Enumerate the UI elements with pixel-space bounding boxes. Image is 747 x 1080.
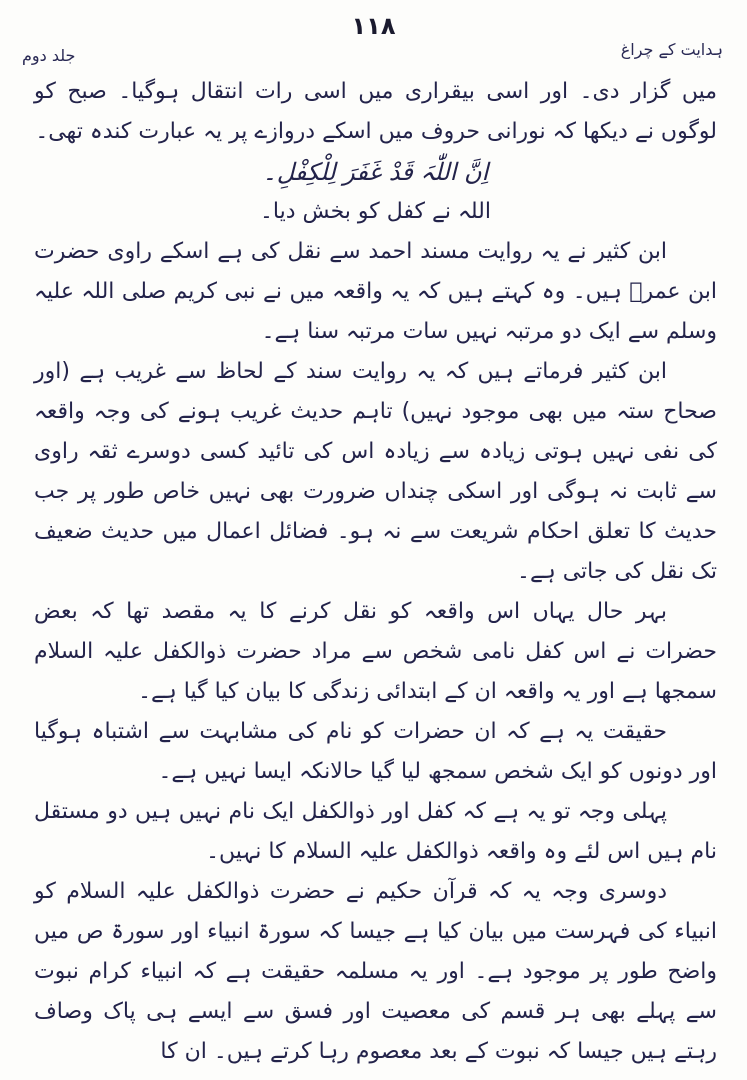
paragraph-2: ابن کثیر نے یہ روایت مسند احمد سے نقل کی ہے اسکے راوی حضرت ابن عمرؓ ہیں۔ وہ کہتے ہیں کہ یہ واقعہ میں نے نبی کریم صلی اللہ علیہ وسلم سے ایک دو مرتبہ نہیں سات مرتبہ سنا ہے۔ — [34, 239, 717, 344]
paragraph-4: بہر حال یہاں اس واقعہ کو نقل کرنے کا یہ مقصد تھا کہ بعض حضرات نے اس کفل نامی شخص سے مراد حضرت ذوالکفل علیہ السلام سمجھا ہے اور یہ واقعہ ان کے ابتدائی زندگی کا بیان کیا گیا ہے۔ — [34, 599, 717, 704]
book-title-header: ہدایت کے چراغ — [620, 40, 723, 59]
verse-translation: اللہ نے کفل کو بخش دیا۔ — [260, 199, 491, 224]
paragraph-3: ابن کثیر فرماتے ہیں کہ یہ روایت سند کے لحاظ سے غریب ہے (اور صحاح ستہ میں بھی موجود نہیں) تاہم حدیث غریب ہونے کی وجہ واقعہ کی نفی نہیں ہوتی زیادہ سے زیادہ اس کی تائید کسی دوسرے ثقہ راوی سے ثابت نہ ہوگی اور اسکی چنداں ضرورت بھی نہیں خاص طور پر جب حدیث کا تعلق احکام شریعت سے نہ ہو۔ فضائل اعمال میں حدیث ضعیف تک نقل کی جاتی ہے۔ — [34, 359, 717, 584]
page-body — [34, 72, 717, 1072]
quran-verse: اِنَّ اللّٰہَ قَدْ غَفَرَ لِلْکِفْلِ۔ — [262, 158, 489, 186]
volume-header: جلد دوم — [22, 46, 76, 65]
paragraph-6: پہلی وجہ تو یہ ہے کہ کفل اور ذوالکفل ایک نام نہیں ہیں دو مستقل نام ہیں اس لئے وہ واقعہ ذوالکفل علیہ السلام کا نہیں۔ — [34, 799, 717, 864]
paragraph-1: میں گزار دی۔ اور اسی بیقراری میں اسی رات انتقال ہوگیا۔ صبح کو لوگوں نے دیکھا کہ نورانی حروف میں اسکے دروازے پر یہ عبارت کندہ تھی۔ — [34, 79, 717, 144]
page-number: ۱۱۸ — [351, 12, 396, 40]
paragraph-5: حقیقت یہ ہے کہ ان حضرات کو نام کی مشابہت سے اشتباہ ہوگیا اور دونوں کو ایک شخص سمجھ لیا گیا حالانکہ ایسا نہیں ہے۔ — [34, 719, 717, 784]
paragraph-7: دوسری وجہ یہ کہ قرآن حکیم نے حضرت ذوالکفل علیہ السلام کو انبیاء کی فہرست میں بیان کیا ہے جیسا کہ سورۃ انبیاء اور سورۃ ص میں واضح طور پر موجود ہے۔ اور یہ مسلمہ حقیقت ہے کہ انبیاء کرام نبوت سے پہلے بھی ہر قسم کی معصیت اور فسق سے ایسے ہی پاک وصاف رہتے ہیں جیسا کہ نبوت کے بعد معصوم رہا کرتے ہیں۔ ان کا — [34, 879, 717, 1064]
